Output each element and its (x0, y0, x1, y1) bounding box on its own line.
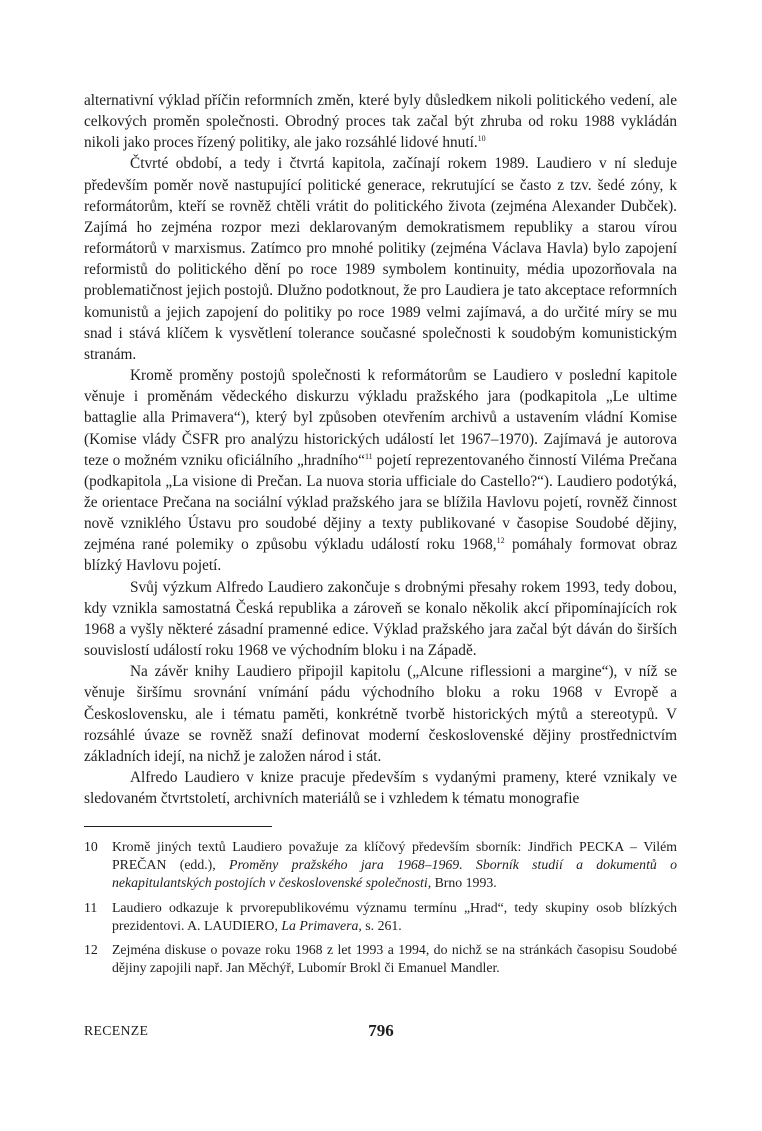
text-run: Čtvrté období, a tedy i čtvrtá kapitola, začínají rokem 1989. Laudiero v ní sleduje především poměr nově nastupující politické generace, rekrutující se často z tzv. šedé zóny, k reformátorům, kteří se rovněž chtěli vrátit do politického života (zejména Alexander Dubček). Zajímá ho zejména rozpor mezi deklarovaným demokratismem republiky a starou vírou reformátorů v marxismus. Zatímco pro mnohé politiky (zejména Václava Havla) bylo zapojení reformistů do politického dění po roce 1989 symbolem kontinuity, média upozorňovala na problematičnost jejich postojů. Dlužno podotknout, že pro Laudiera je tato akceptace reformních komunistů a jejich zapojení do politiky po roce 1989 velmi zajímavá, a do určité míry se mu snad i stává klíčem k vysvětlení tolerance současné společnosti k soudobým komunistickým stranám. (84, 155, 677, 363)
main-text (84, 90, 677, 809)
footnotes (84, 838, 677, 983)
footnote-text (112, 838, 677, 893)
footnote-number: 11 (84, 899, 98, 915)
footnote (84, 838, 677, 893)
italic-text: La Primavera (281, 917, 359, 933)
text-run: Kromě proměny postojů společnosti k reformátorům se Laudiero v poslední kapitole věnuje i proměnám vědeckého diskurzu výkladu pražského jara (podkapitola „Le ultime battaglie alla Primavera“), který byl způsoben otevřením archivů a ustavením vládní Komise (Komise vlády ČSFR pro analýzu historických událostí let 1967–1970). Zajímavá je autorova teze o možném vzniku oficiálního „hradního“ (84, 367, 677, 469)
text-run: Alfredo Laudiero v knize pracuje především s vydanými prameny, které vznikaly ve sledovaném čtvrtstoletí, archivních materiálů se i vzhledem k tématu monografie (84, 769, 677, 808)
paragraph (84, 577, 677, 662)
footnote-number: 12 (84, 942, 98, 958)
text-run: Laudiero odkazuje k prvorepublikovému významu termínu „Hrad“, tedy skupiny osob blízkých prezidentovi. A. LAUDIERO, (112, 899, 677, 933)
page-number: 796 (368, 1021, 394, 1040)
footnote-number: 10 (84, 839, 98, 854)
paragraph (84, 365, 677, 577)
footnote-text (112, 899, 677, 935)
text-run: , s. 261. (358, 917, 402, 933)
footnote-text (112, 941, 677, 977)
text-run: Kromě jiných textů Laudiero považuje za klíčový především sborník: Jindřich PECKA – Vilém PREČAN (edd.), (112, 839, 677, 873)
footnote (84, 899, 677, 935)
footnote-ref: 11 (364, 451, 373, 461)
text-run: Na závěr knihy Laudiero připojil kapitolu („Alcune riflessioni a margine“), v níž se věnuje širšímu srovnání vnímání pádu východního bloku a roku 1968 v Evropě a Československu, ale i tématu paměti, konkrétně tvorbě historických mýtů a stereotypů. V rozsáhlé úvaze se rovněž snaží definovat moderní československé dějiny prostřednictvím základních idejí, na nichž je založen národ i stát. (84, 663, 677, 765)
text-run: alternativní výklad příčin reformních změn, které byly důsledkem nikoli politického vedení, ale celkových proměn společnosti. Obrodný proces tak začal být zhruba od roku 1988 vykládán nikoli jako proces řízený politiky, ale jako rozsáhlé lidové hnutí. (84, 92, 677, 152)
text-run: Brno 1993. (431, 875, 497, 891)
text-run: Svůj výzkum Alfredo Laudiero zakončuje s drobnými přesahy rokem 1993, tedy dobou, kdy vznikla samostatná Česká republika a zároveň se konalo několik akcí připomínajících rok 1968 a vyšly některé zásadní pramenné edice. Výklad pražského jara začal být dáván do širších souvislostí událostí roku 1968 ve východním bloku i na Západě. (84, 578, 677, 660)
text-run: pojetí reprezentovaného činností Viléma Prečana (podkapitola „La visione di Prečan. La nuova storia ufficiale do Castello?“). Laudiero podotýká, že orientace Prečana na sociální výklad pražského jara se blížila Havlovu pojetí, rovněž činnost nově vzniklého Ústavu pro soudobé dějiny a texty publikované v časopise Soudobé dějiny, zejména rané polemiky o způsobu výkladu událostí roku 1968, (84, 451, 677, 554)
section-label: RECENZE (84, 1023, 149, 1038)
paragraph (84, 153, 677, 365)
footnote-ref: 10 (477, 134, 486, 144)
text-run: pomáhaly formovat obraz blízký Havlovu pojetí. (84, 536, 677, 575)
paragraph (84, 767, 677, 809)
footnote (84, 941, 677, 977)
italic-text: Proměny pražského jara 1968–1969. Sborník studií a dokumentů o nekapitulantských postojích v československé společnosti, (112, 857, 677, 891)
footnote-ref: 12 (496, 536, 505, 546)
footnote-separator (84, 826, 272, 827)
paragraph (84, 661, 677, 767)
text-run: Zejména diskuse o povaze roku 1968 z let 1993 a 1994, do nichž se na stránkách časopisu Soudobé dějiny zapojili např. Jan Měchýř, Lubomír Brokl či Emanuel Mandler. (112, 942, 677, 976)
paragraph (84, 90, 677, 153)
